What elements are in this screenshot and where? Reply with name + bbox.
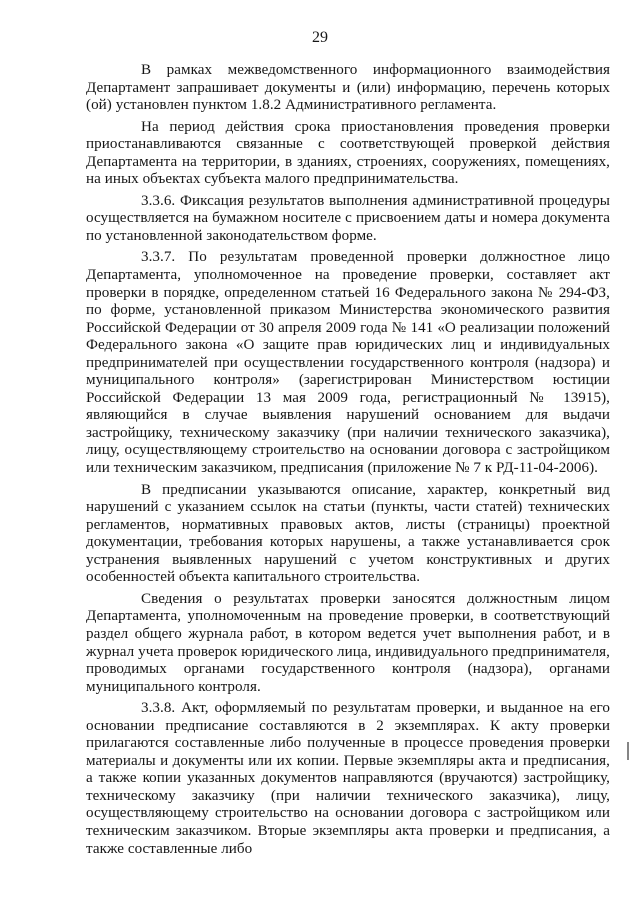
page-number: 29 (312, 29, 328, 46)
paragraph-prescription-contents: В предписании указываются описание, характер, конкретный вид нарушений с указанием ссылок на статьи (пункты, части статей) технических регламентов, нормативных правовых актов, листы (страницы) проектной документации, требования которых нарушены, а также устанавливается срок устранения выявленных нарушений с учетом конструктивных и других особенностей объекта капитального строительства. (86, 481, 610, 586)
document-body (86, 62, 610, 862)
paragraph-suspension-period: На период действия срока приостановления проведения проверки приостанавливаются связанные с соответствующей проверкой действия Департамента на территории, в зданиях, строениях, сооружениях, помещениях, на иных объектах субъекта малого предпринимательства. (86, 118, 610, 188)
margin-mark (627, 742, 629, 760)
paragraph-3-3-8: 3.3.8. Акт, оформляемый по результатам проверки, и выданное на его основании предписание составляются в 2 экземплярах. К акту проверки прилагаются составленные либо полученные в процессе проведения проверки материалы и документы или их копии. Первые экземпляры акта и предписания, а также копии указанных документов направляются (вручаются) застройщику, техническому заказчику (при наличии технического заказчика), лицу, осуществляющему строительство на основании договора с застройщиком или техническим заказчиком. Вторые экземпляры акта проверки и предписания, а также составленные либо (86, 700, 610, 857)
paragraph-3-3-6: 3.3.6. Фиксация результатов выполнения административной процедуры осуществляется на бумажном носителе с присвоением даты и номера документа по установленной законодательством форме. (86, 192, 610, 244)
paragraph-interagency-interaction: В рамках межведомственного информационного взаимодействия Департамент запрашивает документы и (или) информацию, перечень которых (ой) установлен пунктом 1.8.2 Административного регламента. (86, 62, 610, 114)
paragraph-inspection-results-log: Сведения о результатах проверки заносятся должностным лицом Департамента, уполномоченным на проведение проверки, в соответствующий раздел общего журнала работ, в котором ведется учет выполнения работ, и в журнал учета проверок юридического лица, индивидуального предпринимателя, проводимых органами государственного контроля (надзора), органами муниципального контроля. (86, 590, 610, 695)
paragraph-3-3-7: 3.3.7. По результатам проведенной проверки должностное лицо Департамента, уполномоченное на проведение проверки, составляет акт проверки в порядке, определенном статьей 16 Федерального закона № 294-ФЗ, по форме, установленной приказом Министерства экономического развития Российской Федерации от 30 апреля 2009 года № 141 «О реализации положений Федерального закона «О защите прав юридических лиц и индивидуальных предпринимателей при осуществлении государственного контроля (надзора) и муниципального контроля» (зарегистрирован Министерством юстиции Российской Федерации 13 мая 2009 года, регистрационный № 13915), являющийся в случае выявления нарушений основанием для выдачи застройщику, техническому заказчику (при наличии технического заказчика), лицу, осуществляющему строительство на основании договора с застройщиком или техническим заказчиком, предписания (приложение № 7 к РД-11-04-2006). (86, 249, 610, 477)
